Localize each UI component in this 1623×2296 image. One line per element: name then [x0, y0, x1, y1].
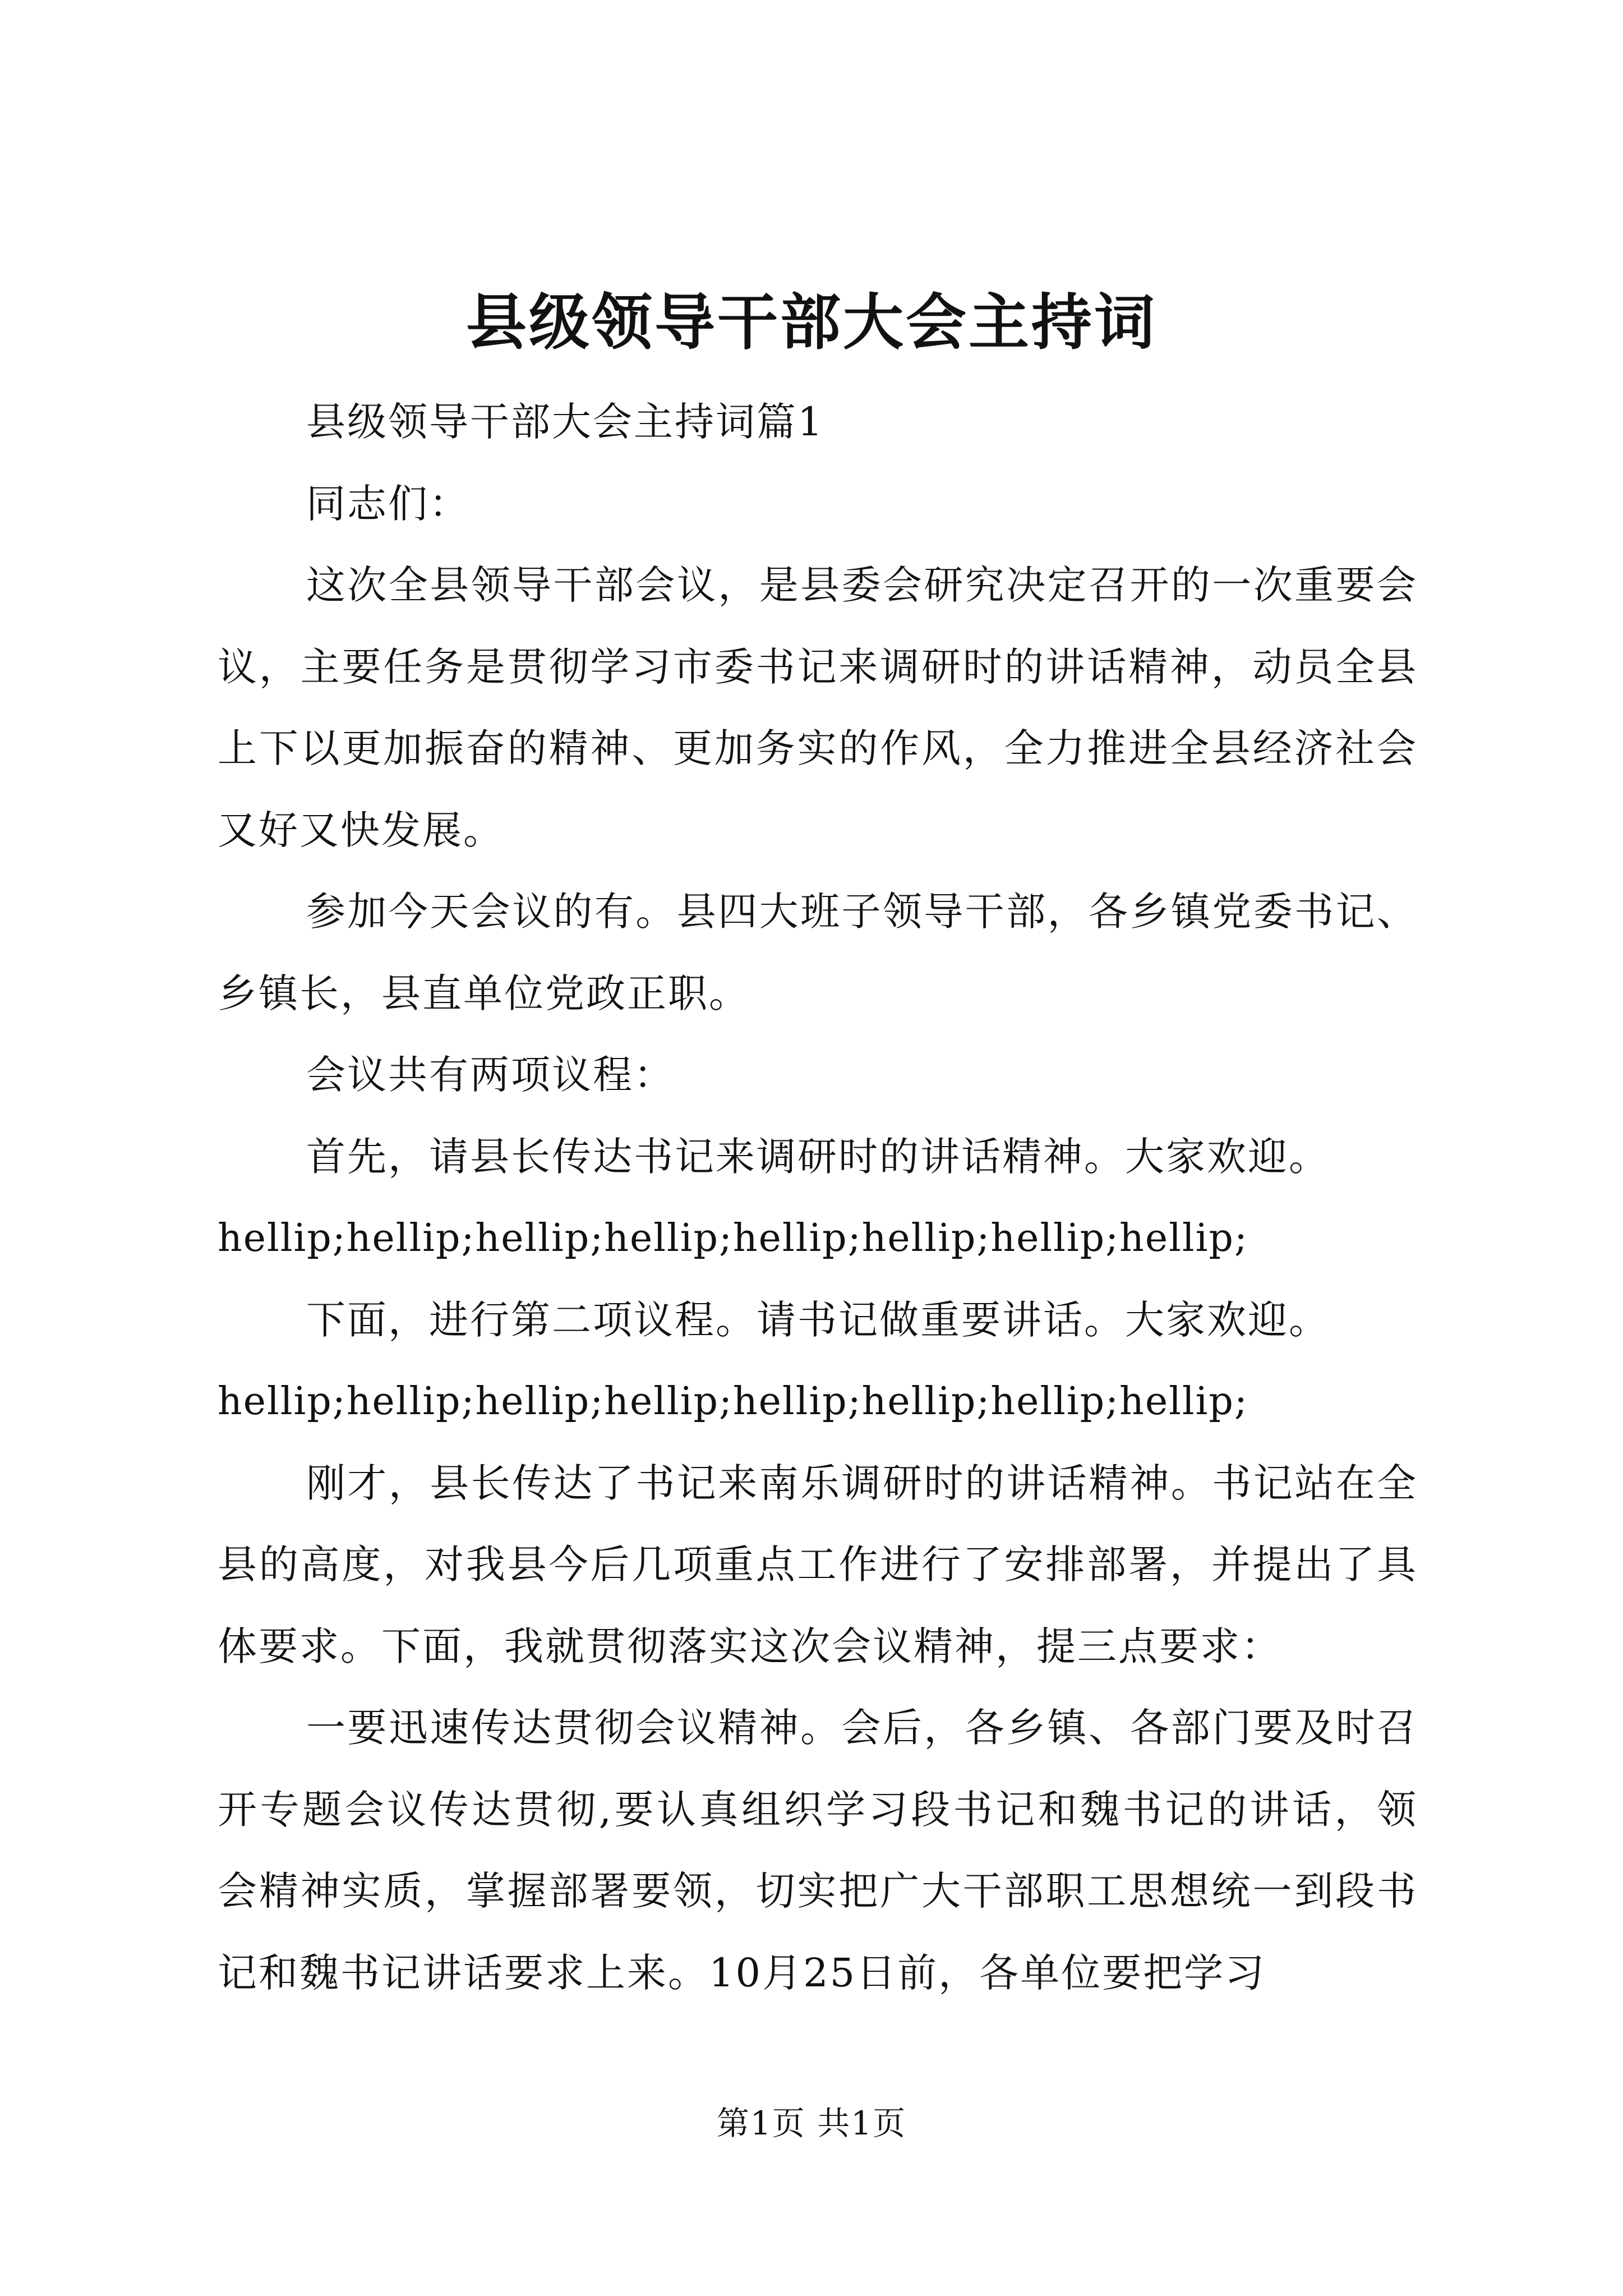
paragraph: 会议共有两项议程： [306, 1052, 675, 1098]
document-title: 县级领导干部大会主持词 [465, 287, 1157, 358]
paragraph: 刚才，县长传达了书记来南乐调研时的讲话精神。书记站在全县的高度，对我县今后几项重点工作进行了安排部署，并提出了具体要求。下面，我就贯彻落实这次会议精神，提三点要求： [218, 1460, 1418, 1669]
section-heading: 县级领导干部大会主持词篇1 [306, 399, 824, 445]
ellipsis-line: hellip;hellip;hellip;hellip;hellip;hellip;hellip;hellip; [218, 1216, 1248, 1260]
salutation: 同志们： [306, 480, 470, 527]
document-body [218, 381, 1418, 2014]
paragraph: 一要迅速传达贯彻会议精神。会后，各乡镇、各部门要及时召开专题会议传达贯彻,要认真组织学习段书记和魏书记的讲话，领会精神实质，掌握部署要领，切实把广大干部职工思想统一到段书记和魏书记讲话要求上来。10月25日前，各单位要把学习 [218, 1705, 1418, 1996]
paragraph: 参加今天会议的有。县四大班子领导干部，各乡镇党委书记、乡镇长，县直单位党政正职。 [218, 889, 1418, 1016]
page-footer: 第1页 共1页 [716, 2104, 907, 2142]
paragraph: 下面，进行第二项议程。请书记做重要讲话。大家欢迎。 [306, 1296, 1330, 1343]
ellipsis-line: hellip;hellip;hellip;hellip;hellip;hellip;hellip;hellip; [218, 1379, 1248, 1424]
paragraph: 这次全县领导干部会议，是县委会研究决定召开的一次重要会议，主要任务是贯彻学习市委书记来调研时的讲话精神，动员全县上下以更加振奋的精神、更加务实的作风，全力推进全县经济社会又好又快发展。 [218, 562, 1418, 853]
paragraph: 首先，请县长传达书记来调研时的讲话精神。大家欢迎。 [306, 1133, 1330, 1180]
